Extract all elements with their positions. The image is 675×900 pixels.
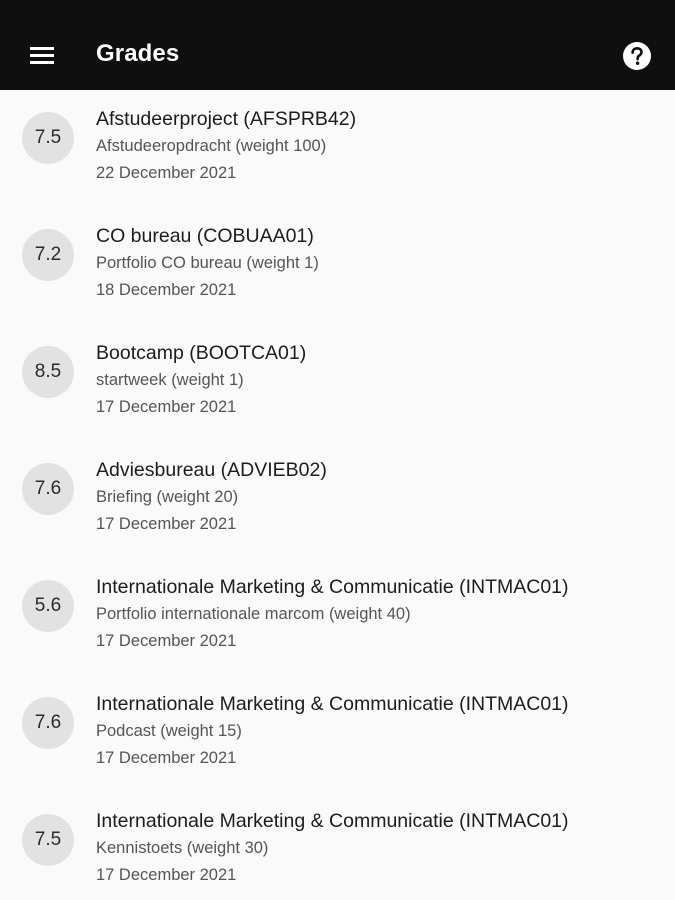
grade-badge: 5.6 <box>22 580 74 632</box>
assessment-name: Portfolio internationale marcom (weight 40) <box>96 605 411 623</box>
course-name: Internationale Marketing & Communicatie (INTMAC01) <box>96 810 569 832</box>
menu-button[interactable] <box>18 31 66 79</box>
grade-date: 22 December 2021 <box>96 164 237 182</box>
grade-date: 17 December 2021 <box>96 749 237 767</box>
course-name: Internationale Marketing & Communicatie (INTMAC01) <box>96 576 569 598</box>
grade-badge: 7.5 <box>22 814 74 866</box>
grade-list-item[interactable] <box>0 558 675 675</box>
help-button[interactable] <box>617 36 657 76</box>
assessment-name: Portfolio CO bureau (weight 1) <box>96 254 319 272</box>
grade-date: 17 December 2021 <box>96 866 237 884</box>
assessment-name: Afstudeeropdracht (weight 100) <box>96 137 327 155</box>
assessment-name: Briefing (weight 20) <box>96 488 239 506</box>
grade-list-item[interactable] <box>0 207 675 324</box>
course-name: Afstudeerproject (AFSPRB42) <box>96 108 357 130</box>
page-title: Grades <box>96 40 180 67</box>
grade-badge: 8.5 <box>22 346 74 398</box>
help-circle-icon <box>622 41 652 71</box>
grade-list-item[interactable] <box>0 792 675 900</box>
app-toolbar <box>0 0 675 90</box>
assessment-name: Kennistoets (weight 30) <box>96 839 269 857</box>
grade-list-item[interactable] <box>0 90 675 207</box>
course-name: Bootcamp (BOOTCA01) <box>96 342 307 364</box>
hamburger-menu-icon <box>28 44 56 66</box>
grade-badge: 7.6 <box>22 697 74 749</box>
grade-list-item[interactable] <box>0 324 675 441</box>
grade-date: 17 December 2021 <box>96 515 237 533</box>
grade-date: 17 December 2021 <box>96 632 237 650</box>
course-name: Adviesbureau (ADVIEB02) <box>96 459 327 481</box>
grade-date: 18 December 2021 <box>96 281 237 299</box>
course-name: CO bureau (COBUAA01) <box>96 225 314 247</box>
grade-date: 17 December 2021 <box>96 398 237 416</box>
assessment-name: startweek (weight 1) <box>96 371 244 389</box>
assessment-name: Podcast (weight 15) <box>96 722 242 740</box>
grade-badge: 7.2 <box>22 229 74 281</box>
grade-badge: 7.5 <box>22 112 74 164</box>
course-name: Internationale Marketing & Communicatie (INTMAC01) <box>96 693 569 715</box>
grade-list-item[interactable] <box>0 675 675 792</box>
grade-list-item[interactable] <box>0 441 675 558</box>
grade-badge: 7.6 <box>22 463 74 515</box>
grades-list <box>0 90 675 900</box>
